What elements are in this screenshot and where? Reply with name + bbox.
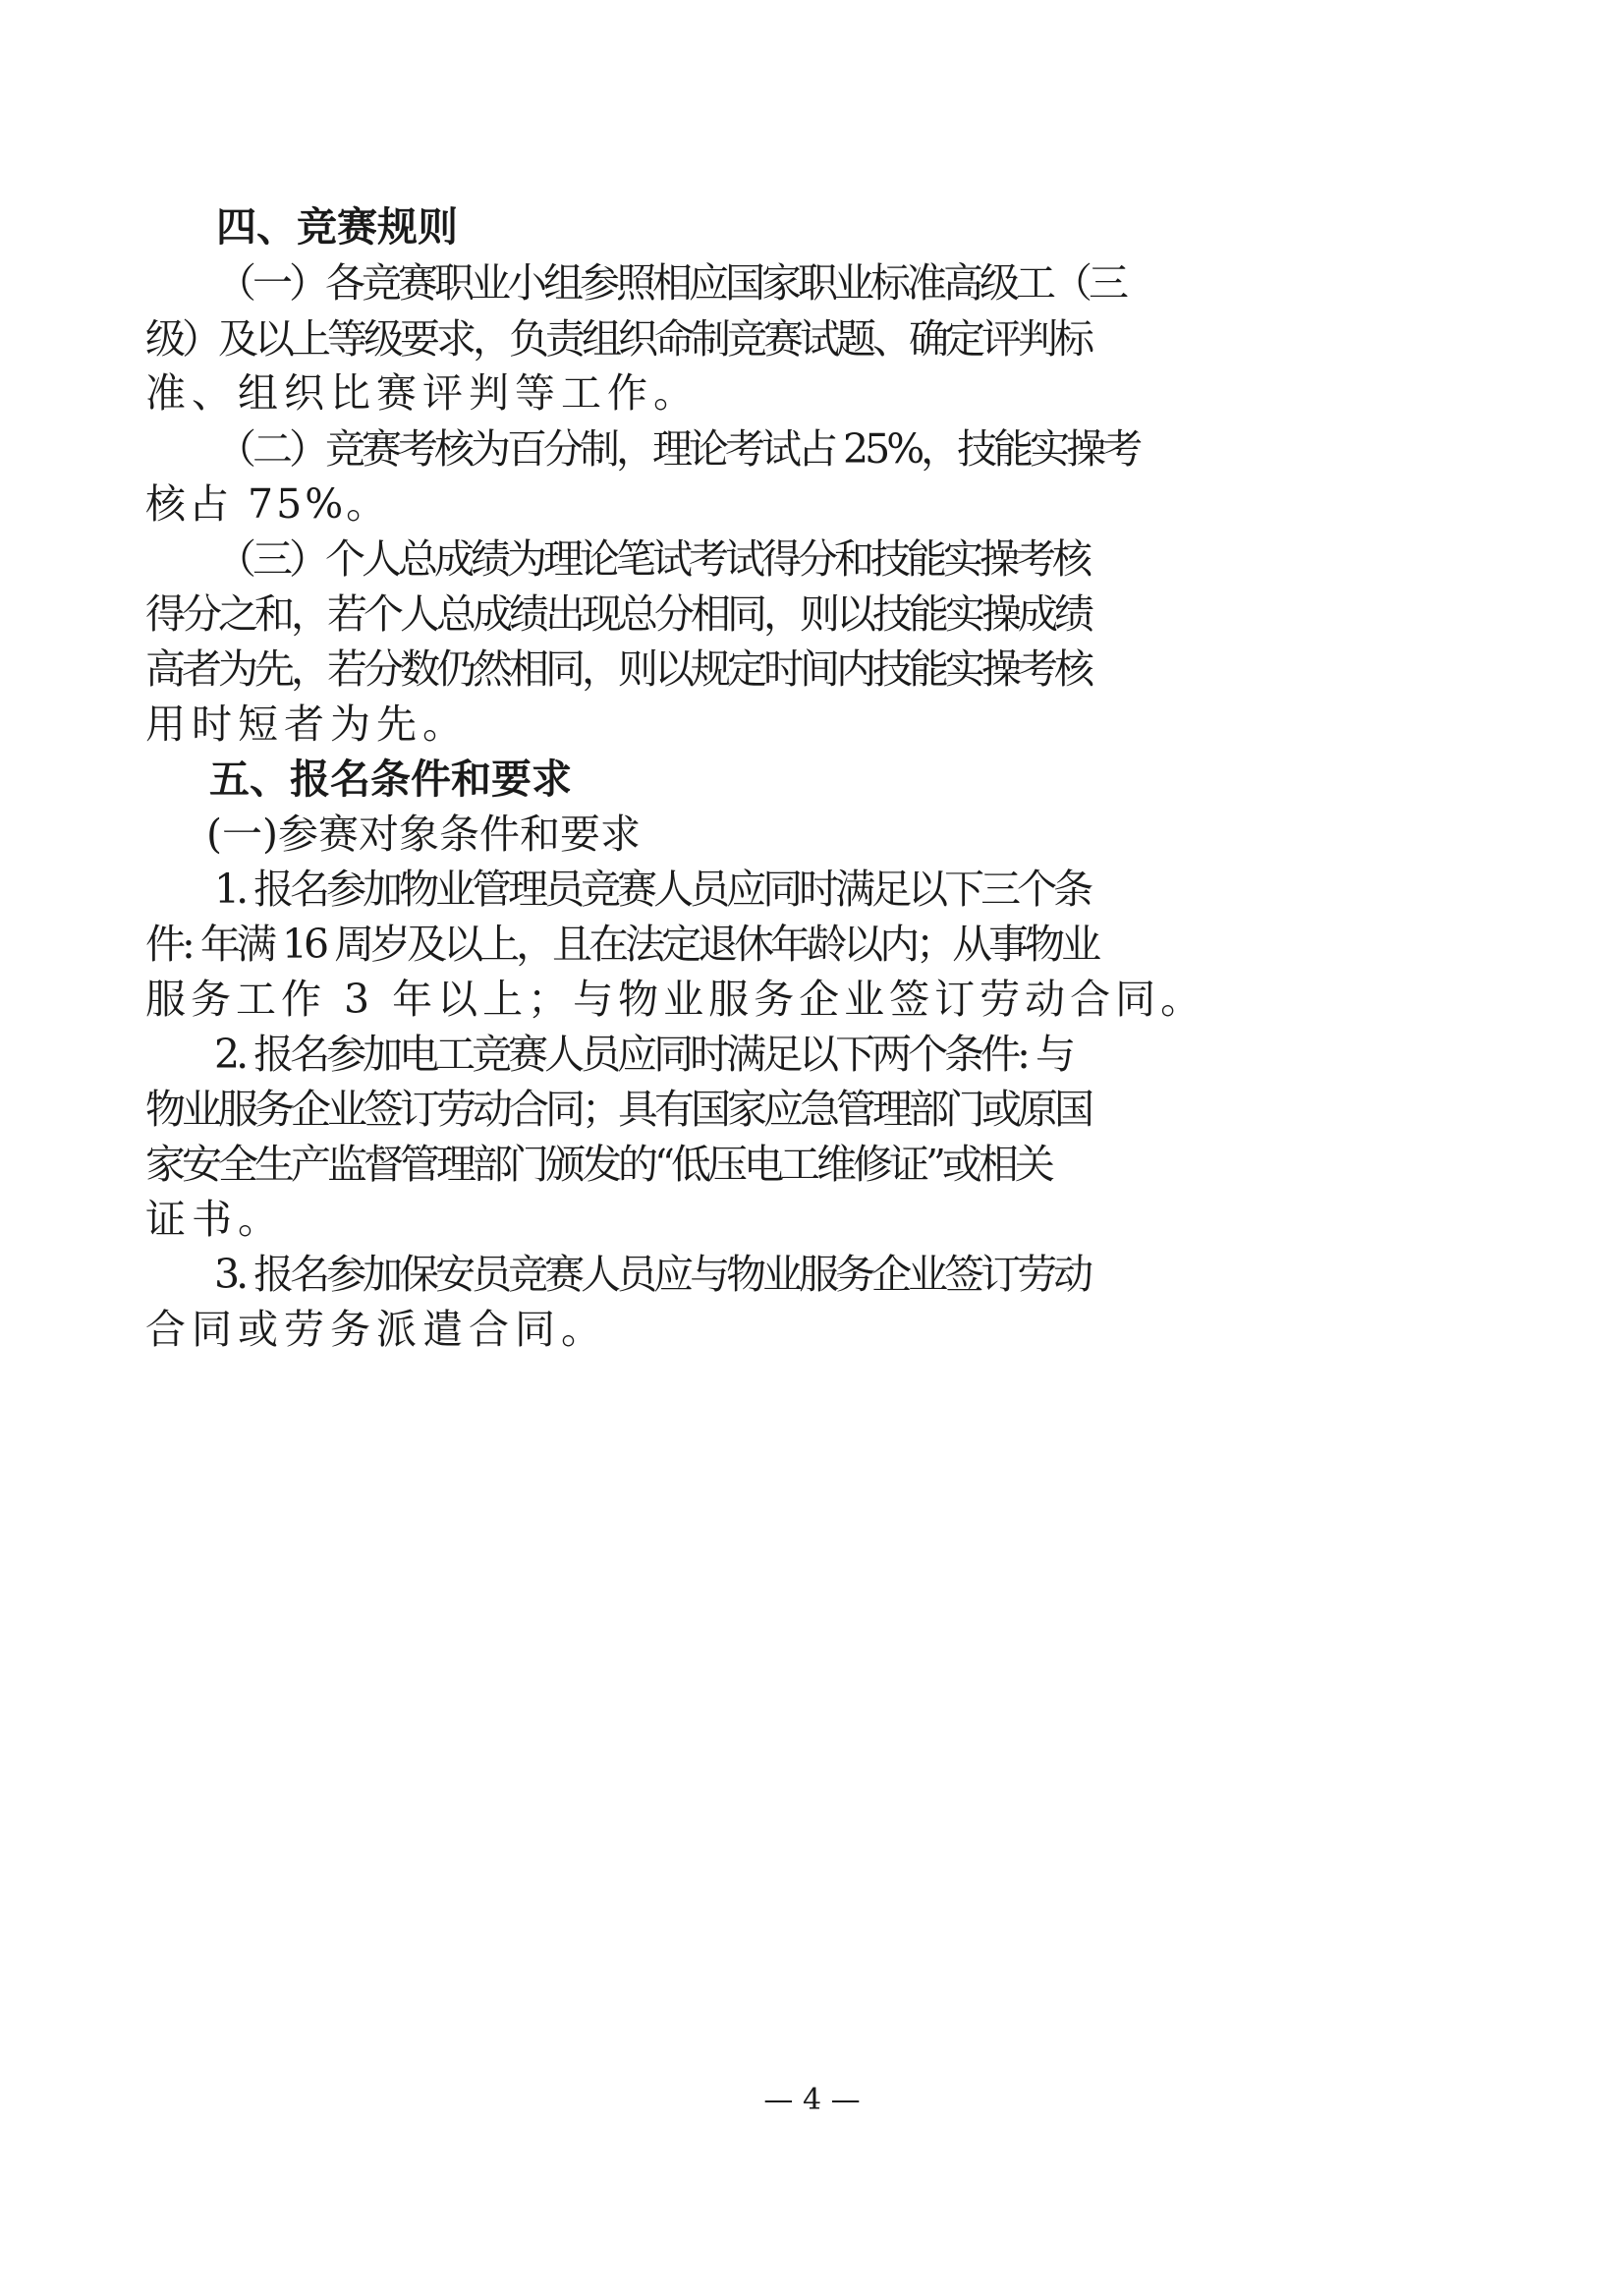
rule-3-line-3: 高者为先，若分数仍然相同，则以规定时间内技能实操考核 bbox=[145, 645, 1091, 693]
rule-3-line-2: 得分之和，若个人总成绩出现总分相同，则以技能实操成绩 bbox=[145, 590, 1091, 638]
rule-2-line-1: （二）竞赛考核为百分制，理论考试占 25%，技能实操考 bbox=[216, 425, 1140, 473]
req-3-line-1: 3. 报名参加保安员竞赛人员应与物业服务企业签订劳动 bbox=[214, 1251, 1091, 1298]
rule-1-line-3: 准、组织比赛评判等工作。 bbox=[145, 369, 700, 417]
page-number: — 4 — bbox=[763, 2083, 861, 2117]
req-1-line-3: 服务工作 3 年以上；与物业服务企业签订劳动合同。 bbox=[145, 976, 1206, 1023]
rule-1-line-2: 级）及以上等级要求，负责组织命制竞赛试题、确定评判标 bbox=[145, 315, 1091, 363]
req-3-line-2: 合同或劳务派遣合同。 bbox=[145, 1306, 607, 1353]
rule-1-line-1: （一）各竞赛职业小组参照相应国家职业标准高级工（三 bbox=[216, 259, 1125, 307]
req-2-line-4: 证书。 bbox=[145, 1196, 284, 1243]
rule-3-line-4: 用时短者为先。 bbox=[145, 700, 469, 748]
req-1-line-1: 1. 报名参加物业管理员竞赛人员应同时满足以下三个条 bbox=[214, 866, 1091, 913]
req-1-line-2: 件: 年满 16 周岁及以上，且在法定退休年龄以内；从事物业 bbox=[145, 921, 1098, 968]
req-2-line-1: 2. 报名参加电工竞赛人员应同时满足以下两个条件: 与 bbox=[214, 1031, 1072, 1078]
rule-3-line-1: （三）个人总成绩为理论笔试考试得分和技能实操考核 bbox=[216, 535, 1089, 583]
section-heading-registration: 五、报名条件和要求 bbox=[209, 756, 572, 803]
subheading-participant-requirements: (一)参赛对象条件和要求 bbox=[206, 811, 641, 858]
req-2-line-3: 家安全生产监督管理部门颁发的“低压电工维修证”或相关 bbox=[145, 1141, 1051, 1188]
rule-2-line-2: 核占 75%。 bbox=[145, 480, 390, 528]
req-2-line-2: 物业服务企业签订劳动合同；具有国家应急管理部门或原国 bbox=[145, 1086, 1091, 1133]
section-heading-competition-rules: 四、竞赛规则 bbox=[216, 203, 458, 251]
